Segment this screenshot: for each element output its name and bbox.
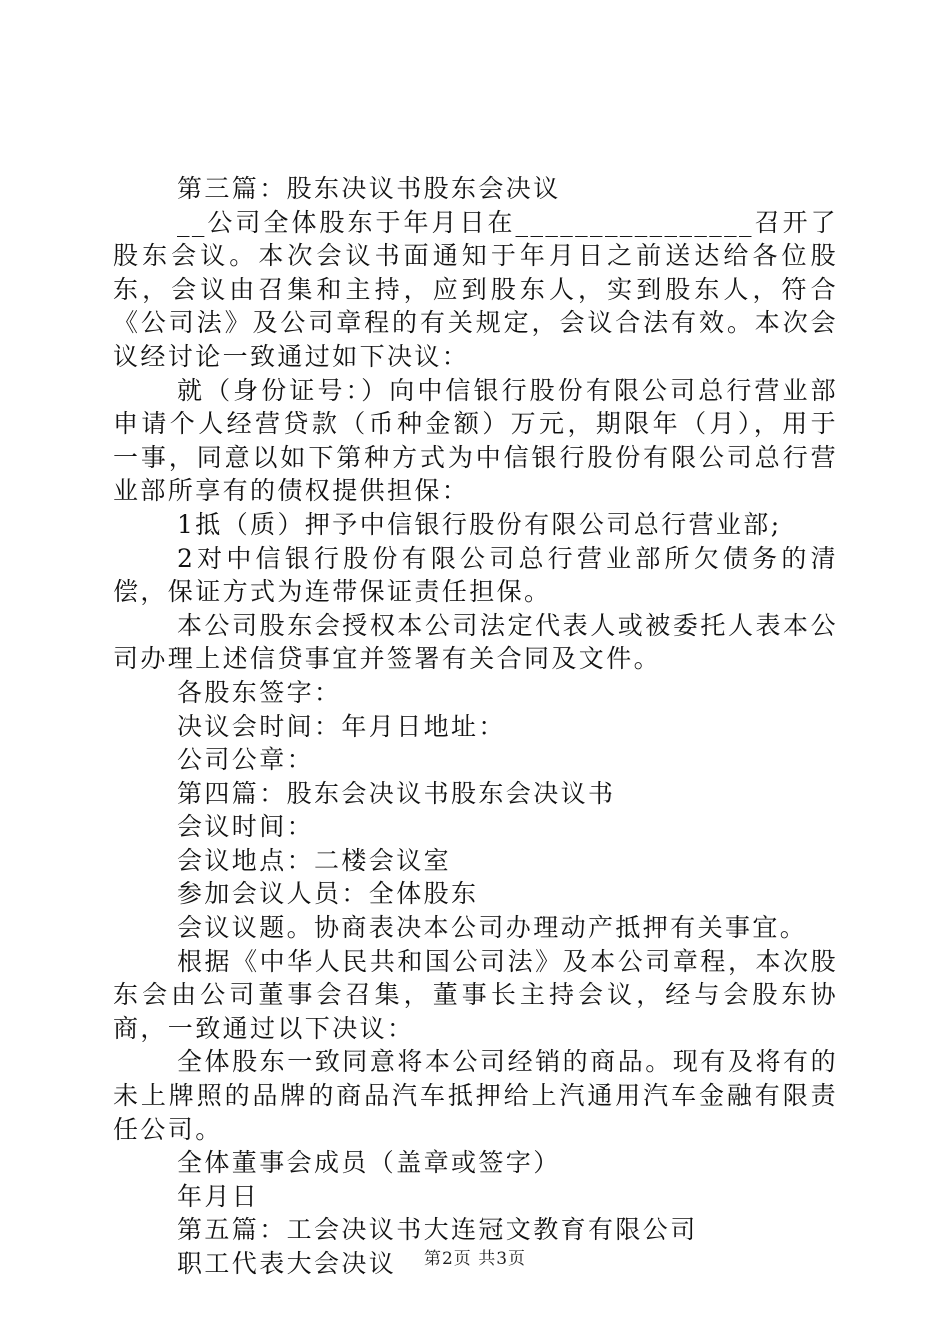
list-item-option-2: 2对中信银行股份有限公司总行营业部所欠债务的清偿，保证方式为连带保证责任担保。 <box>113 543 838 607</box>
heading-part-3: 第三篇：股东决议书股东会决议 <box>177 174 561 203</box>
heading-part-5: 第五篇：工会决议书大连冠文教育有限公司 <box>177 1215 698 1245</box>
board-signature-line: 全体董事会成员（盖章或签字） <box>177 1148 561 1178</box>
heading-part-4: 第四篇：股东会决议书股东会决议书 <box>177 778 616 808</box>
agenda-line: 会议议题。协商表决本公司办理动产抵押有关事宜。 <box>177 913 808 943</box>
resolution-time-address-line: 决议会时间：年月日地址： <box>177 711 506 741</box>
paragraph-meeting-notice: __公司全体股东于年月日在________________召开了股东会议。本次会议书面通知于年月日之前送达给各位股东，会议由召集和主持，应到股东人，实到股东人，符合《公司法》及公司章程的有关规定，会议合法有效。本次会议经讨论一致通过如下决议： <box>113 207 838 371</box>
company-seal-line: 公司公章： <box>177 745 315 775</box>
subheading-staff-congress: 职工代表大会决议 <box>177 1249 397 1278</box>
page-footer: 第2页 共3页 <box>423 1249 527 1269</box>
attendees-line: 参加会议人员：全体股东 <box>177 879 479 909</box>
paragraph-loan-guarantee: 就（身份证号：）向中信银行股份有限公司总行营业部申请个人经营贷款（币种金额）万元，期限年（月），用于一事，同意以如下第种方式为中信银行股份有限公司总行营业部所享有的债权提供担保： <box>113 375 838 506</box>
meeting-location-line: 会议地点：二楼会议室 <box>177 845 452 875</box>
shareholder-signature-line: 各股东签字： <box>177 677 342 707</box>
paragraph-authorization: 本公司股东会授权本公司法定代表人或被委托人表本公司办理上述信贷事宜并签署有关合同及文件。 <box>113 610 838 674</box>
document-body <box>113 172 838 1281</box>
date-line: 年月日 <box>177 1181 260 1211</box>
paragraph-legal-basis: 根据《中华人民共和国公司法》及本公司章程，本次股东会由公司董事会召集，董事长主持会议，经与会股东协商，一致通过以下决议： <box>113 946 838 1043</box>
list-item-option-1: 1抵（质）押予中信银行股份有限公司总行营业部; <box>177 509 782 539</box>
paragraph-mortgage-resolution: 全体股东一致同意将本公司经销的商品。现有及将有的未上牌照的品牌的商品汽车抵押给上汽通用汽车金融有限责任公司。 <box>113 1047 838 1144</box>
meeting-time-line: 会议时间： <box>177 812 315 842</box>
